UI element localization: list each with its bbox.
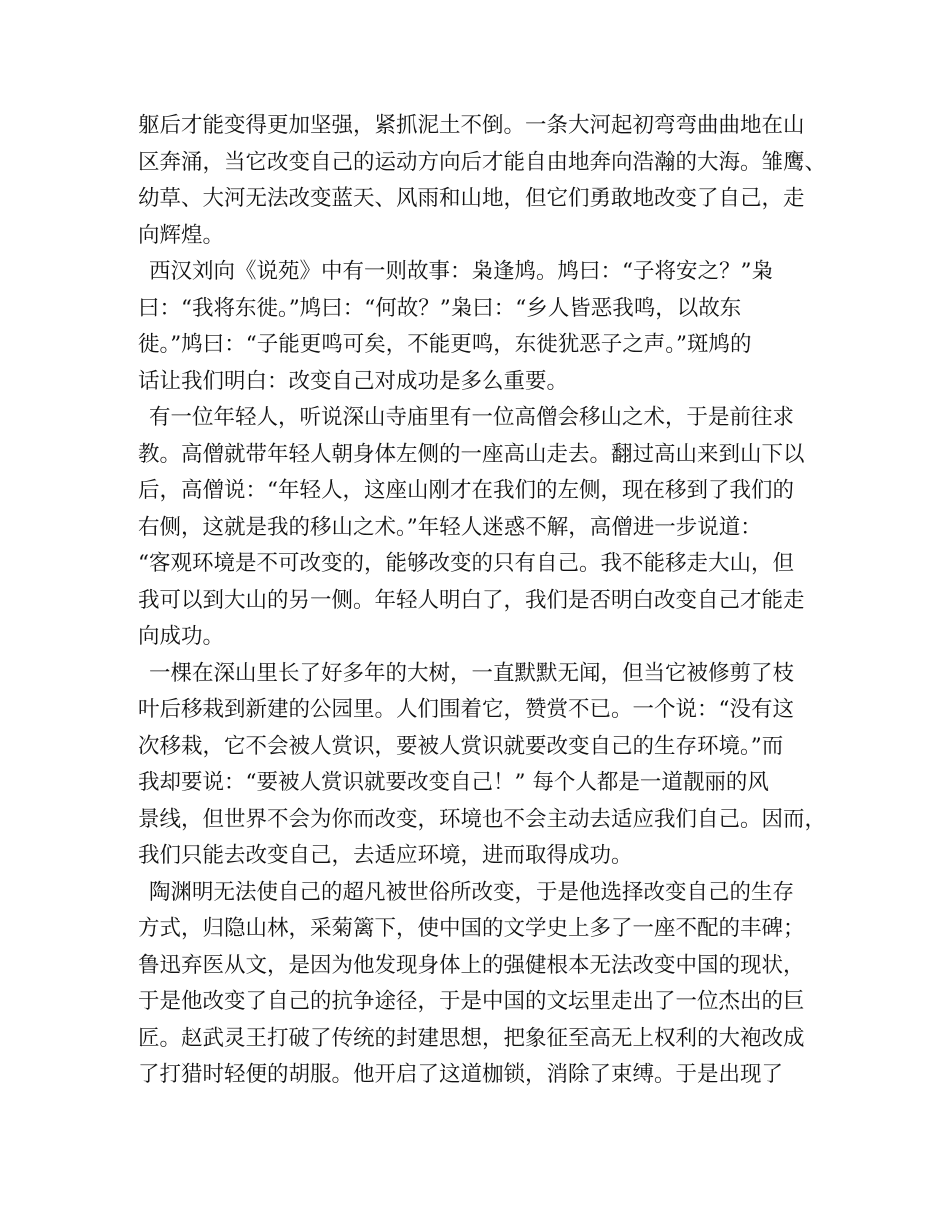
text-line: 一棵在深山里长了好多年的大树，一直默默无闻，但当它被修剪了枝 bbox=[149, 660, 795, 686]
text-line: 鲁迅弃医从文，是因为他发现身体上的强健根本无法改变中国的现状， bbox=[138, 952, 805, 978]
text-line: 了打猎时轻便的胡服。他开启了这道枷锁，消除了束缚。于是出现了 bbox=[138, 1062, 784, 1087]
text-line: 我们只能去改变自己，去适应环境，进而取得成功。 bbox=[138, 843, 633, 868]
text-line: 躯后才能变得更加坚强，紧抓泥土不倒。一条大河起初弯弯曲曲地在山 bbox=[138, 113, 805, 138]
text-line: 于是他改变了自己的抗争途径，于是中国的文坛里走出了一位杰出的巨 bbox=[138, 989, 805, 1014]
text-line: 匠。赵武灵王打破了传统的封建思想，把象征至高无上权利的大袍改成 bbox=[138, 1025, 805, 1051]
text-line: 有一位年轻人，听说深山寺庙里有一位高僧会移山之术，于是前往求 bbox=[149, 405, 795, 430]
text-line: 向辉煌。 bbox=[138, 222, 225, 248]
text-line: 次移栽，它不会被人赏识，要被人赏识就要改变自己的生存环境。”而 bbox=[138, 733, 784, 759]
text-line: 我却要说：“要被人赏识就要改变自己！” 每个人都是一道靓丽的风 bbox=[138, 770, 769, 795]
text-line: “客观环境是不可改变的，能够改变的只有自己。我不能移走大山，但 bbox=[138, 551, 794, 576]
text-line: 幼草、大河无法改变蓝天、风雨和山地，但它们勇敢地改变了自己，走 bbox=[138, 186, 805, 211]
text-line: 向成功。 bbox=[138, 624, 225, 649]
text-line: 徙。”鸠曰：“子能更鸣可矣，不能更鸣，东徙犹恶子之声。”斑鸠的 bbox=[138, 332, 752, 357]
text-line: 我可以到大山的另一侧。年轻人明白了，我们是否明白改变自己才能走 bbox=[138, 587, 805, 613]
text-line: 陶渊明无法使自己的超凡被世俗所改变，于是他选择改变自己的生存 bbox=[149, 879, 795, 905]
text-line: 区奔涌，当它改变自己的运动方向后才能自由地奔向浩瀚的大海。雏鹰、 bbox=[138, 149, 827, 175]
text-line: 曰：“我将东徙。”鸠曰：“何故？”枭曰：“乡人皆恶我鸣，以故东 bbox=[138, 295, 742, 321]
text-line: 教。高僧就带年轻人朝身体左侧的一座高山走去。翻过高山来到山下以 bbox=[138, 441, 805, 467]
document-body bbox=[138, 108, 828, 1094]
text-line: 景线，但世界不会为你而改变，环境也不会主动去适应我们自己。因而， bbox=[138, 806, 827, 832]
text-line: 右侧，这就是我的移山之术。”年轻人迷惑不解，高僧进一步说道： bbox=[138, 514, 762, 540]
text-line: 话让我们明白：改变自己对成功是多么重要。 bbox=[138, 368, 569, 394]
text-line: 后，高僧说：“年轻人，这座山刚才在我们的左侧，现在移到了我们的 bbox=[138, 478, 794, 503]
text-line: 方式，归隐山林，采菊篱下，使中国的文学史上多了一座不配的丰碑； bbox=[138, 916, 805, 941]
text-line: 叶后移栽到新建的公园里。人们围着它，赞赏不已。一个说：“没有这 bbox=[138, 697, 794, 722]
text-line: 西汉刘向《说苑》中有一则故事：枭逢鸠。鸠曰：“子将安之？”枭 bbox=[149, 259, 773, 284]
